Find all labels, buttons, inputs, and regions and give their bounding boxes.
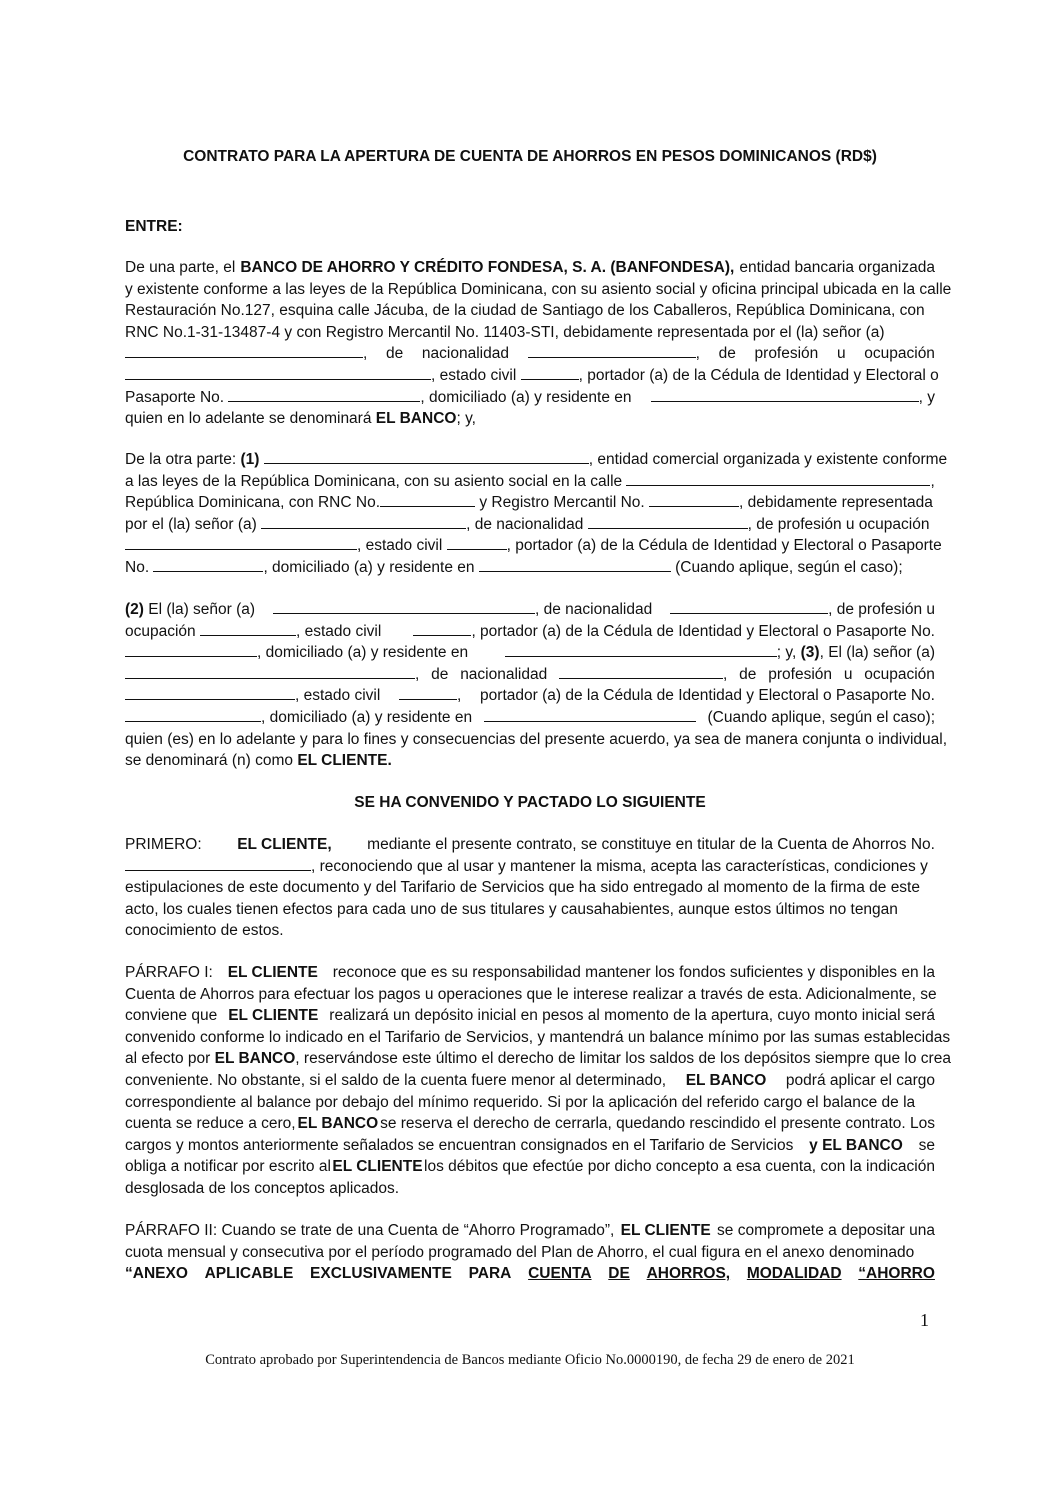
text-line: República Dominicana, con RNC No. y Registro Mercantil No. , debidamente representada (125, 494, 933, 512)
blank-field[interactable] (484, 707, 696, 722)
blank-field[interactable] (380, 492, 475, 507)
text-line: cargos y montos anteriormente señalados se encuentran consignados en el Tarifario de Servicios y EL BANCO se (125, 1136, 935, 1154)
client-individuals-paragraph (125, 599, 948, 772)
text-line: al efecto por EL BANCO, reservándose este último el derecho de limitar los saldos de los depósitos siempre que lo crea (125, 1050, 951, 1068)
parrafo-i-clause (125, 962, 951, 1200)
text-line: No. , domiciliado (a) y residente en (Cuando aplique, según el caso); (125, 558, 903, 576)
footer-note: Contrato aprobado por Superintendencia de Bancos mediante Oficio No.0000190, de fecha 29 de enero de 2021 (205, 1352, 855, 1368)
text-line: PÁRRAFO I: EL CLIENTE reconoce que es su responsabilidad mantener los fondos suficientes y disponibles en la (125, 964, 935, 981)
blank-field[interactable] (479, 557, 671, 572)
blank-field[interactable] (273, 599, 535, 614)
text-line: ocupación , estado civil , portador (a) de la Cédula de Identidad y Electoral o Pasaporte No. (125, 622, 935, 640)
text-line: , de nacionalidad , de profesión u ocupación (125, 664, 935, 686)
text-line: correspondiente al balance por debajo del mínimo requerido. Si por la aplicación del referido cargo el balance de la (125, 1093, 916, 1111)
blank-field[interactable] (153, 557, 263, 572)
text-line: conveniente. No obstante, si el saldo de la cuenta fuere menor al determinado, EL BANCO podrá aplicar el cargo (125, 1071, 935, 1089)
blank-field[interactable] (125, 664, 415, 679)
blank-field[interactable] (588, 514, 748, 529)
text-line: , estado civil , portador (a) de la Cédula de Identidad y Electoral o Pasaporte (125, 535, 935, 557)
blank-field[interactable] (651, 387, 919, 402)
text-line: “ANEXO APLICABLE EXCLUSIVAMENTE PARA CUENTA DE AHORROS, MODALIDAD “AHORRO (125, 1265, 935, 1283)
text-line: De una parte, el BANCO DE AHORRO Y CRÉDITO FONDESA, S. A. (BANFONDESA), entidad bancaria organizada (125, 259, 935, 276)
entre-heading: ENTRE: (125, 218, 183, 235)
text-line: , estado civil , portador (a) de la Cédula de Identidad y Electoral o (125, 365, 935, 387)
text-line: se denominará (n) como EL CLIENTE. (125, 752, 392, 770)
text-line: conviene que EL CLIENTE realizará un depósito inicial en pesos al momento de la apertura, cuyo monto inicial será (125, 1007, 935, 1025)
blank-field[interactable] (125, 343, 363, 358)
blank-field[interactable] (649, 492, 739, 507)
page-number: 1 (920, 1310, 929, 1330)
blank-field[interactable] (528, 343, 696, 358)
text-line: cuenta se reduce a cero, EL BANCO se reserva el derecho de cerrarla, quedando rescindido el presente contrato. Los (125, 1115, 935, 1133)
blank-field[interactable] (125, 685, 295, 700)
text-line: , domiciliado (a) y residente en ; y, (3), El (la) señor (a) (125, 642, 935, 664)
blank-field[interactable] (125, 365, 431, 380)
text-line: Pasaporte No. , domiciliado (a) y residente en , y (125, 388, 935, 406)
text-line: Restauración No.127, esquina calle Jácuba, de la ciudad de Santiago de los Caballeros, República Dominicana, con (125, 302, 925, 320)
blank-field[interactable] (521, 365, 579, 380)
blank-field[interactable] (261, 514, 466, 529)
text-line: , de nacionalidad , de profesión u ocupación (125, 343, 935, 365)
text-line: estipulaciones de este documento y del Tarifario de Servicios que ha sido entregado al momento de la firma de este (125, 879, 920, 897)
text-line: obliga a notificar por escrito al EL CLIENTE los débitos que efectúe por dicho concepto a esa cuenta, con la indicación (125, 1158, 935, 1176)
blank-field[interactable] (264, 449, 589, 464)
blank-field[interactable] (413, 621, 471, 636)
bank-party-paragraph (125, 257, 952, 430)
section-title: SE HA CONVENIDO Y PACTADO LO SIGUIENTE (354, 794, 706, 811)
blank-field[interactable] (125, 856, 311, 871)
text-line: , domiciliado (a) y residente en (Cuando aplique, según el caso); (125, 707, 935, 729)
text-line: , reconociendo que al usar y mantener la misma, acepta las características, condiciones y (125, 856, 935, 878)
text-line: desglosada de los conceptos aplicados. (125, 1179, 400, 1197)
text-line: a las leyes de la República Dominicana, con su asiento social en la calle , (125, 472, 935, 490)
text-line: Cuenta de Ahorros para efectuar los pagos u operaciones que le interese realizar a través de esta. Adicionalmente, se (125, 985, 937, 1003)
blank-field[interactable] (399, 685, 457, 700)
client-entity-paragraph (125, 449, 948, 579)
text-line: , estado civil , portador (a) de la Cédula de Identidad y Electoral o Pasaporte No. (125, 685, 935, 707)
blank-field[interactable] (505, 642, 777, 657)
text-line: (2) El (la) señor (a) , de nacionalidad , de profesión u (125, 601, 935, 618)
blank-field[interactable] (447, 535, 507, 550)
text-line: por el (la) señor (a) , de nacionalidad , de profesión u ocupación (125, 515, 930, 533)
blank-field[interactable] (559, 664, 723, 679)
text-line: conocimiento de estos. (125, 922, 284, 940)
text-line: PRIMERO: EL CLIENTE, mediante el presente contrato, se constituye en titular de la Cuenta de Ahorros No. (125, 836, 935, 853)
text-line: RNC No.1-31-13487-4 y con Registro Mercantil No. 11403-STI, debidamente representada por el (la) señor (a) (125, 323, 885, 341)
blank-field[interactable] (228, 387, 420, 402)
text-line: quien en lo adelante se denominará EL BANCO; y, (125, 410, 476, 428)
text-line: De la otra parte: (1) , entidad comercial organizada y existente conforme (125, 451, 948, 468)
blank-field[interactable] (125, 642, 257, 657)
primero-clause (125, 834, 935, 942)
blank-field[interactable] (626, 471, 930, 486)
blank-field[interactable] (200, 621, 296, 636)
blank-field[interactable] (125, 535, 357, 550)
contract-title: CONTRATO PARA LA APERTURA DE CUENTA DE AHORROS EN PESOS DOMINICANOS (RD$) (183, 148, 877, 165)
text-line: acto, los cuales tienen efectos para cada uno de sus titulares y causahabientes, aunque estos últimos no tengan (125, 900, 898, 918)
text-line: cuota mensual y consecutiva por el período programado del Plan de Ahorro, el cual figura en el anexo denominado (125, 1243, 915, 1261)
blank-field[interactable] (670, 599, 828, 614)
parrafo-ii-clause (125, 1220, 935, 1285)
text-line: quien (es) en lo adelante y para lo fines y consecuencias del presente acuerdo, ya sea de manera conjunta o individual, (125, 730, 948, 748)
text-line: convenido conforme lo indicado en el Tarifario de Servicios, y mantendrá un balance mínimo por las sumas establecidas (125, 1028, 951, 1046)
text-line: PÁRRAFO II: Cuando se trate de una Cuenta de “Ahorro Programado”, EL CLIENTE se compromete a depositar una (125, 1222, 935, 1239)
text-line: y existente conforme a las leyes de la República Dominicana, con su asiento social y oficina principal ubicada en la calle (125, 280, 952, 298)
blank-field[interactable] (125, 707, 261, 722)
